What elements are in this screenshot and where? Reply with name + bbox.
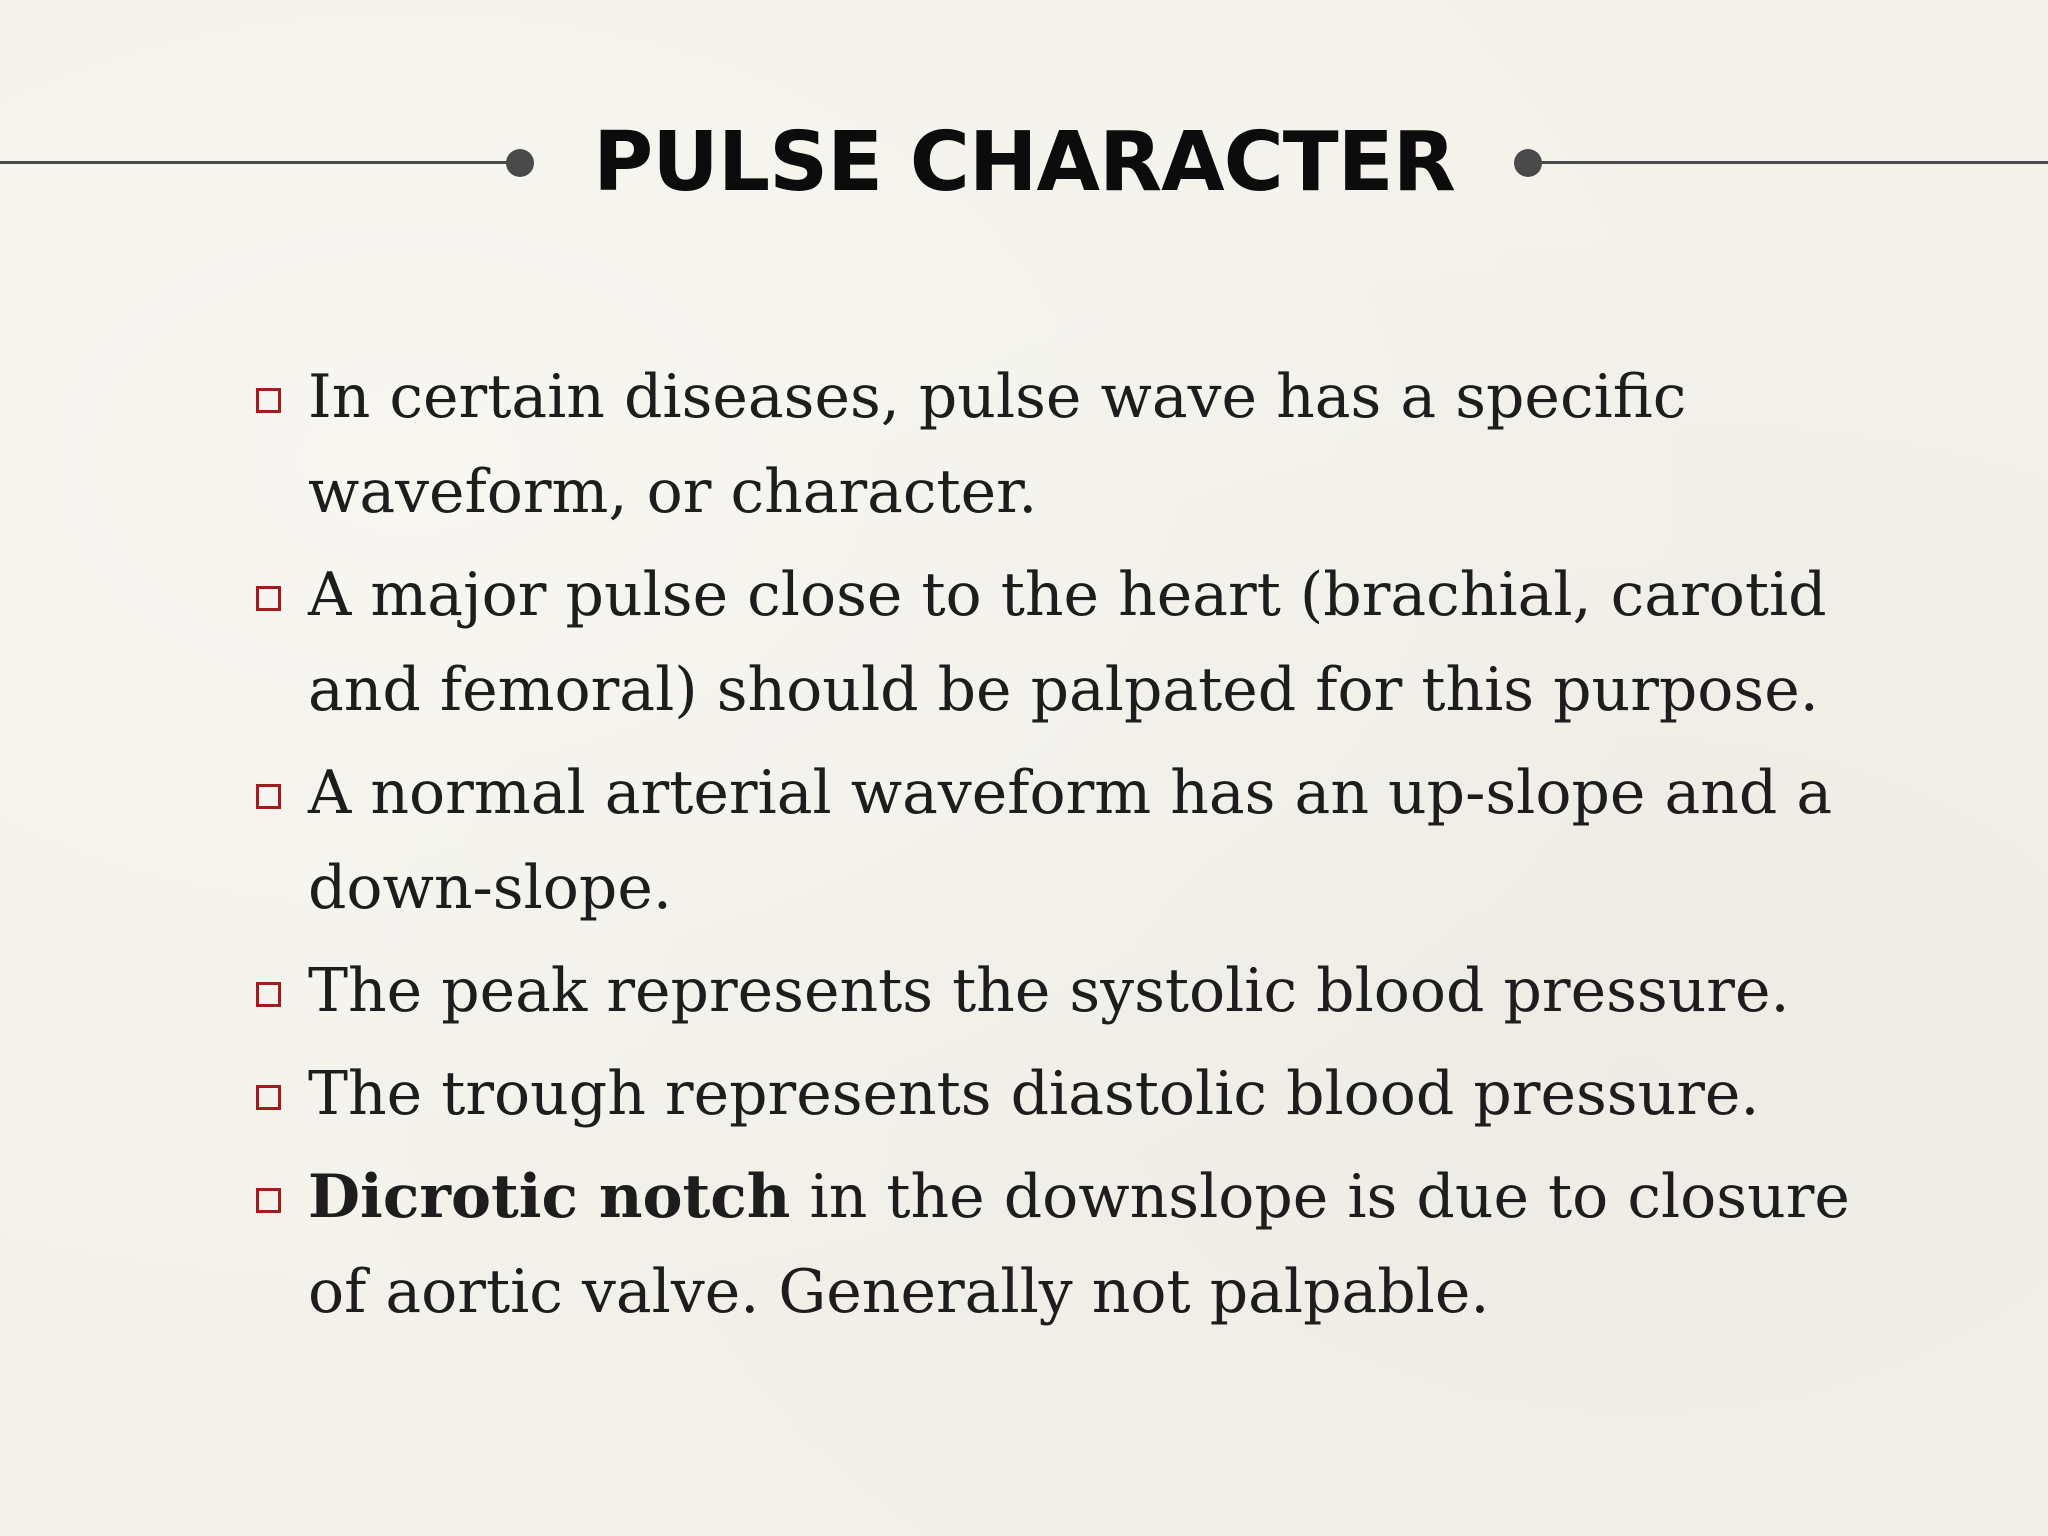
- bullet-text: A normal arterial waveform has an up-slope and a down-slope.: [308, 758, 1833, 923]
- bullet-item: [254, 1150, 1854, 1340]
- bullet-item: [254, 1047, 1854, 1142]
- square-bullet-icon: [256, 982, 281, 1007]
- title-rule-right: [1536, 161, 2048, 164]
- bullet-item: [254, 746, 1854, 936]
- bullet-text: in the downslope is due to closure of aortic valve. Generally not palpable.: [308, 1162, 1850, 1327]
- square-bullet-icon: [256, 586, 281, 611]
- title-row: [0, 115, 2048, 210]
- square-bullet-icon: [256, 388, 281, 413]
- slide-title: PULSE CHARACTER: [593, 115, 1455, 210]
- square-bullet-icon: [256, 1085, 281, 1110]
- bullet-text: A major pulse close to the heart (brachial, carotid and femoral) should be palpated for this purpose.: [308, 560, 1827, 725]
- bullet-text: The trough represents diastolic blood pressure.: [308, 1059, 1760, 1129]
- bullet-item: [254, 350, 1854, 540]
- bullet-bold-term: Dicrotic notch: [308, 1162, 791, 1232]
- square-bullet-icon: [256, 1188, 281, 1213]
- square-bullet-icon: [256, 784, 281, 809]
- bullet-item: [254, 944, 1854, 1039]
- bullet-list: [254, 350, 1854, 1348]
- bullet-text: The peak represents the systolic blood pressure.: [308, 956, 1790, 1026]
- title-dot-left-icon: [506, 149, 534, 177]
- bullet-text: In certain diseases, pulse wave has a specific waveform, or character.: [308, 362, 1687, 527]
- bullet-item: [254, 548, 1854, 738]
- title-rule-left: [0, 161, 512, 164]
